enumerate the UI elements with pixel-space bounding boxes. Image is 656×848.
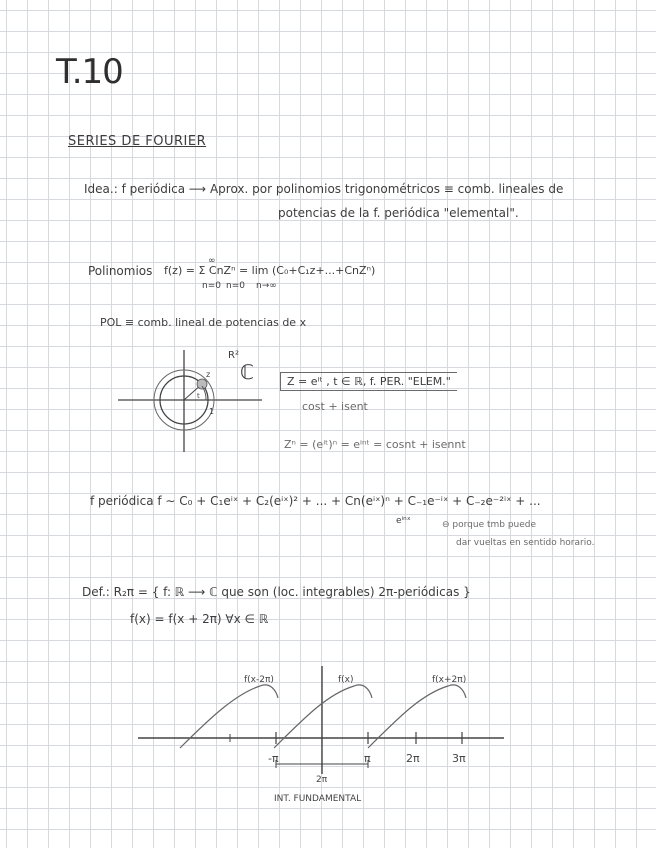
tick-label-minus-pi: -π <box>268 752 279 765</box>
polinomios-limit-sub: n→∞ <box>256 281 277 291</box>
euler-boxed-formula: Z = eⁱᵗ , t ∈ ℝ, f. PER. "ELEM." <box>280 372 457 391</box>
euler-power-line: Zⁿ = (eⁱᵗ)ⁿ = eⁱⁿᵗ = cosnt + isennt <box>284 438 466 451</box>
section-title: SERIES DE FOURIER <box>68 134 207 149</box>
complex-plane-label: ℂ <box>240 360 254 384</box>
periodic-note-2: dar vueltas en sentido horario. <box>456 538 595 548</box>
definition-line-2: f(x) = f(x + 2π) ∀x ∈ ℝ <box>130 612 269 626</box>
idea-line-1: Idea.: f periódica ⟶ Aprox. por polinomios trigonométricos ≡ comb. lineales de <box>84 182 564 196</box>
polinomios-sum-lower: n=0 <box>202 281 221 291</box>
r2-label: R² <box>228 350 239 361</box>
tick-label-pi: π <box>364 752 371 765</box>
polinomios-sum-lower-2: n=0 <box>226 281 245 291</box>
tick-label-3pi: 3π <box>452 752 466 765</box>
periodic-series-sub: eⁱⁿˣ <box>396 516 411 526</box>
z-label: z <box>206 370 211 379</box>
t-label: t <box>197 392 200 400</box>
span-label: 2π <box>316 775 328 785</box>
periodic-note-1: ⊖ porque tmb puede <box>442 520 537 530</box>
definition-line-1: Def.: R₂π = { f: ℝ ⟶ ℂ que son (loc. integrables) 2π-periódicas } <box>82 585 471 599</box>
periodic-function-graph <box>132 664 512 810</box>
label-f-x: f(x) <box>338 675 354 685</box>
one-label: 1 <box>209 407 215 416</box>
label-f-x-minus-2pi: f(x-2π) <box>244 675 274 685</box>
graph-caption: INT. FUNDAMENTAL <box>274 794 362 804</box>
polinomios-label: Polinomios <box>88 264 153 278</box>
page-title: T.10 <box>56 52 123 92</box>
point-z <box>197 379 207 389</box>
pol-note: POL ≡ comb. lineal de potencias de x <box>100 316 307 329</box>
idea-line-2: potencias de la f. periódica "elemental". <box>278 206 519 220</box>
polinomios-sum-upper: ∞ <box>208 256 216 266</box>
polinomios-formula: f(z) = Σ CnZⁿ = lim (C₀+C₁z+...+CnZⁿ) <box>164 264 376 277</box>
euler-cos-line: cost + isent <box>302 400 368 413</box>
periodic-series: f periódica f ∼ C₀ + C₁eⁱˣ + C₂(eⁱˣ)² + ... + Cn(eⁱˣ)ⁿ + C₋₁e⁻ⁱˣ + C₋₂e⁻²ⁱˣ + ... <box>90 494 541 508</box>
label-f-x-plus-2pi: f(x+2π) <box>432 675 467 685</box>
tick-label-2pi: 2π <box>406 752 420 765</box>
